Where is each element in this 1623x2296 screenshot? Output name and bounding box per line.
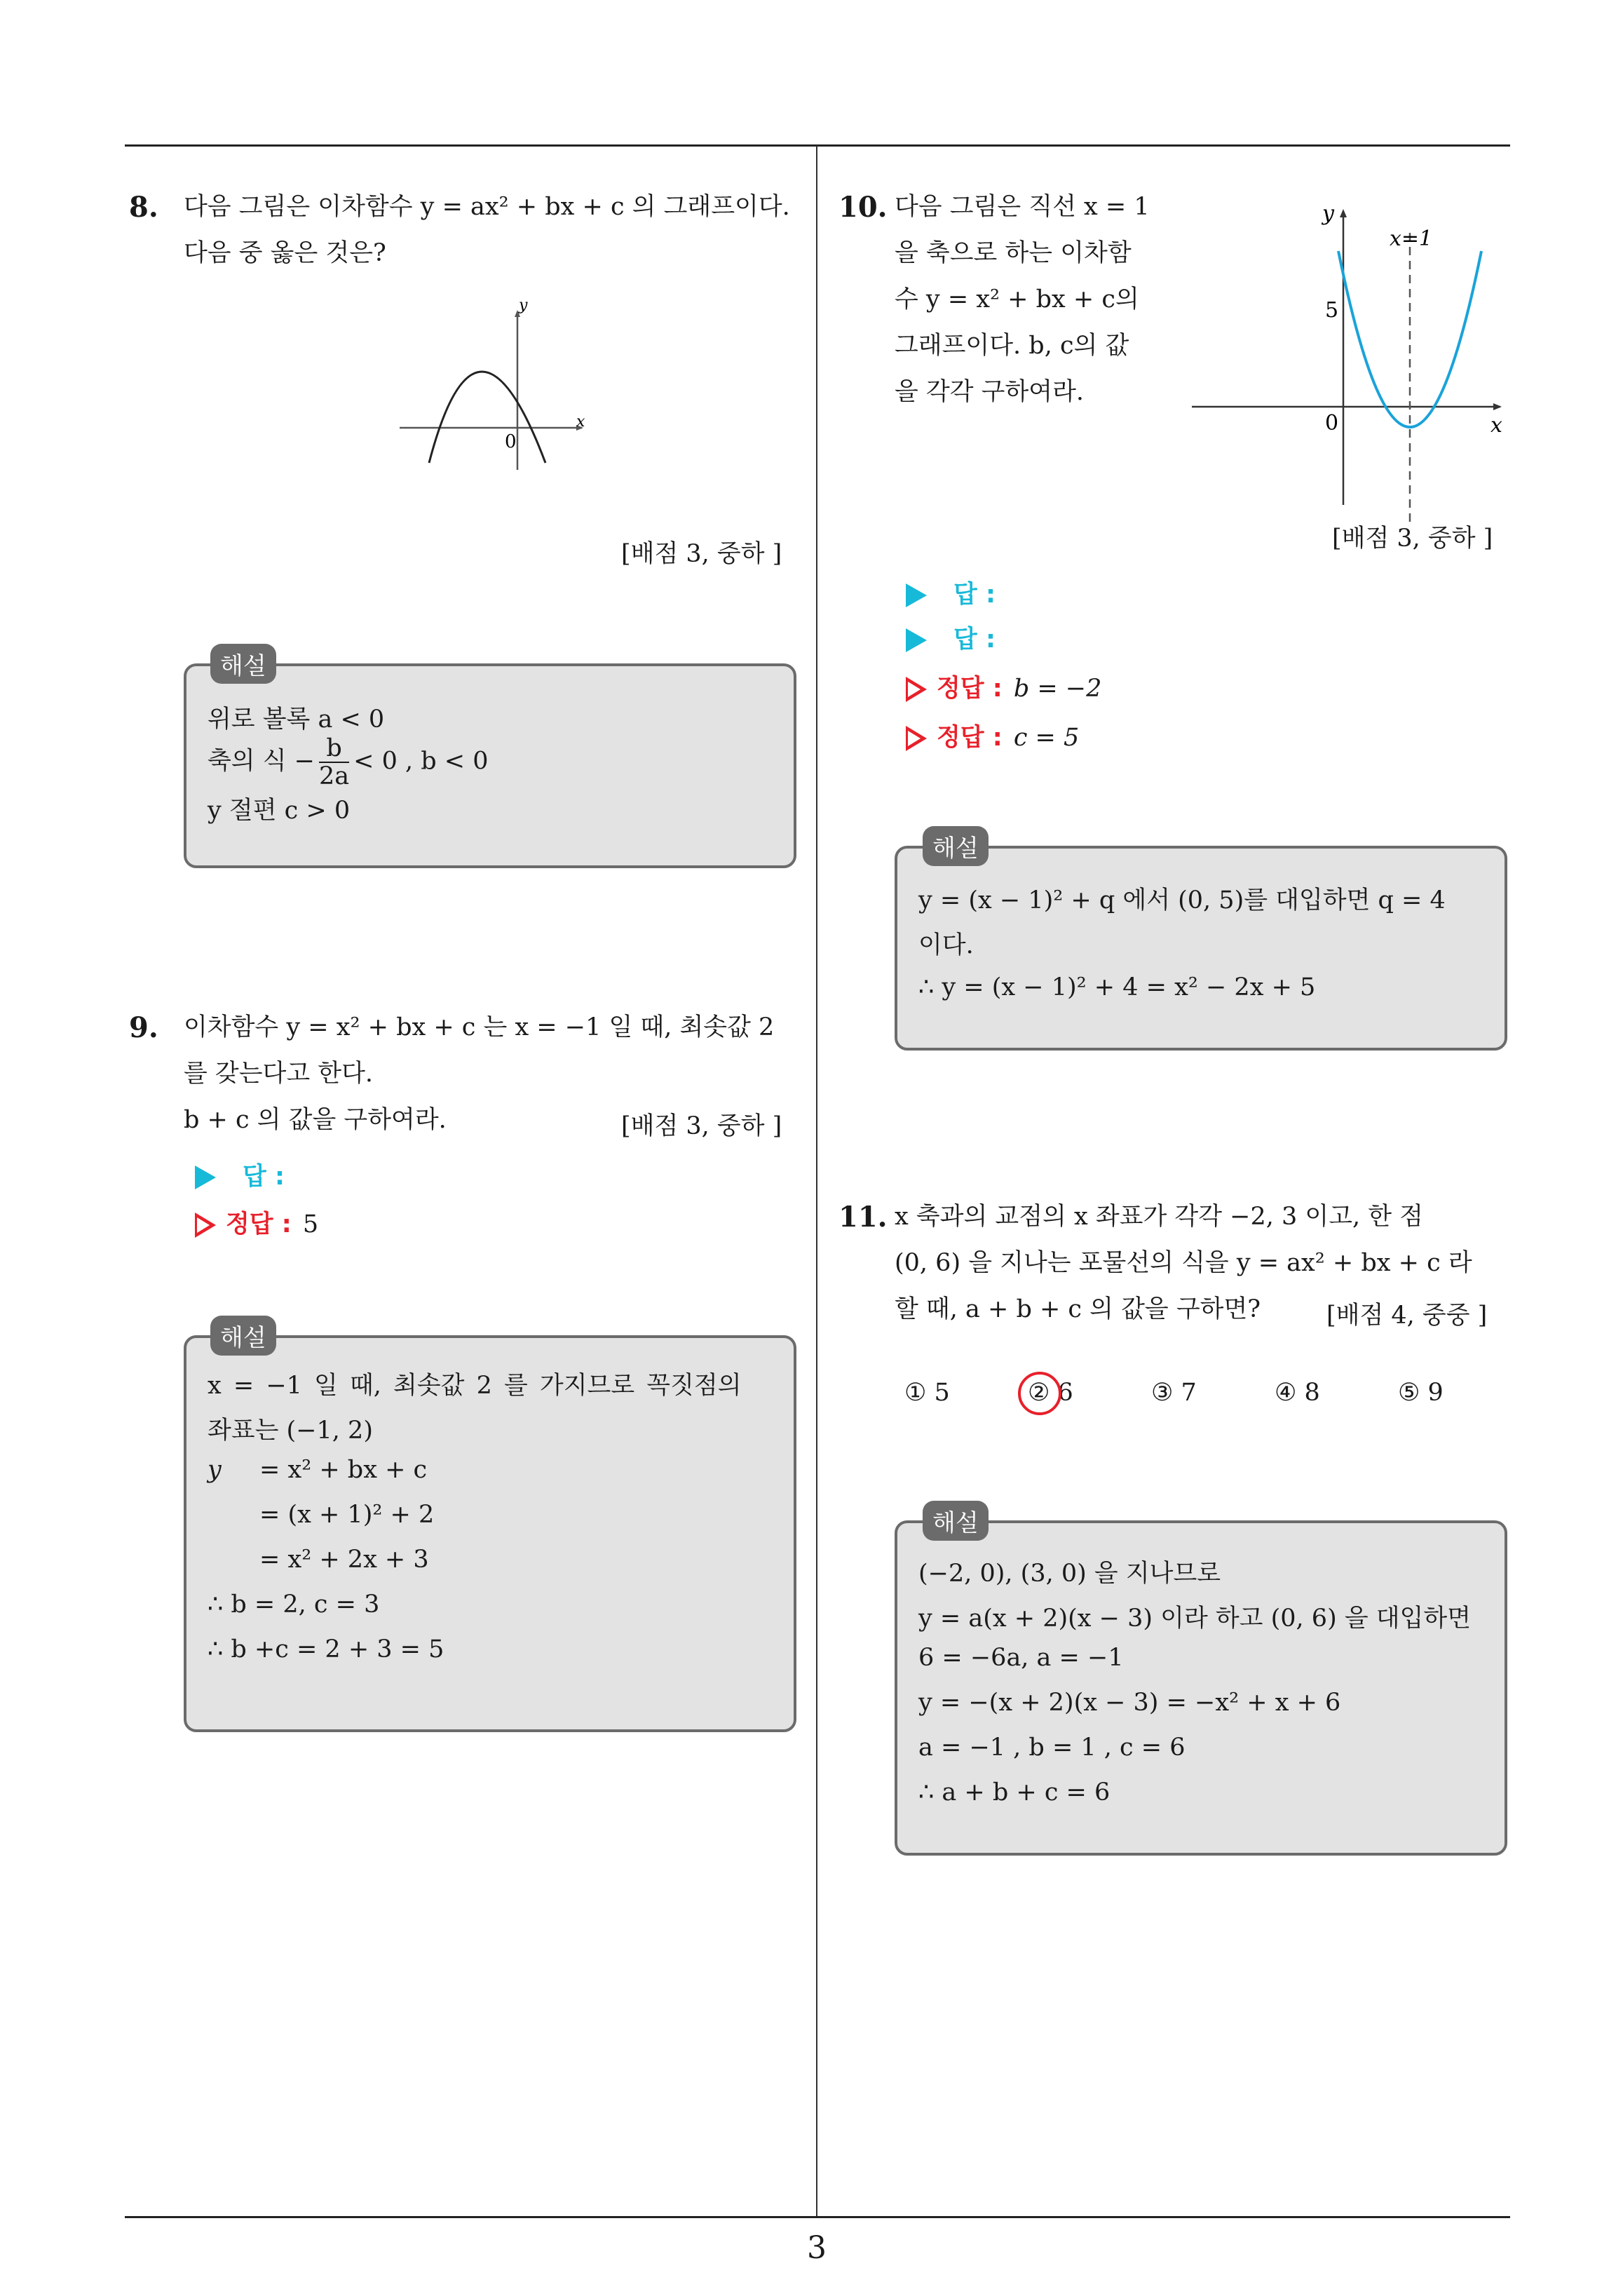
q10-correct-value-b: b = −2 bbox=[1013, 675, 1102, 703]
q9-explanation-box bbox=[184, 1335, 796, 1732]
q8-fraction bbox=[319, 735, 349, 790]
q11-explain-line5: a = −1 , b = 1 , c = 6 bbox=[918, 1734, 1186, 1762]
q8-question-line2: 다음 중 옳은 것은? bbox=[184, 239, 386, 267]
q10-origin-label: 0 bbox=[1325, 411, 1339, 435]
q10-score: [배점 3, 중하 ] bbox=[1332, 525, 1493, 553]
q11-explain-tab: 해설 bbox=[923, 1501, 989, 1541]
q11-question-line3: 할 때, a + b + c 의 값을 구하면? bbox=[895, 1295, 1261, 1323]
outline-triangle-icon bbox=[906, 726, 927, 751]
q8-frac-den: 2a bbox=[319, 762, 350, 790]
q10-y-label: y bbox=[1322, 201, 1334, 226]
q10-correct-value-c: c = 5 bbox=[1013, 724, 1080, 752]
q9-answer-row[interactable] bbox=[195, 1157, 285, 1192]
q9-answer-label: 답 : bbox=[243, 1163, 285, 1191]
q9-correct-row bbox=[195, 1205, 318, 1240]
q10-explain-line2: 이다. bbox=[918, 931, 974, 959]
q9-explain-tab: 해설 bbox=[210, 1316, 276, 1356]
q9-explain-line4: = (x + 1)² + 2 bbox=[259, 1501, 435, 1529]
q8-explanation-box bbox=[184, 663, 796, 868]
q11-question-line1: x 축과의 교점의 x 좌표가 각각 −2, 3 이고, 한 점 bbox=[895, 1203, 1423, 1231]
q10-axis-label: x=1 bbox=[1390, 227, 1433, 251]
bottom-rule bbox=[125, 2216, 1510, 2218]
q9-correct-label: 정답 : bbox=[226, 1210, 292, 1238]
q11-choice-1[interactable]: ① 5 bbox=[904, 1379, 950, 1407]
q8-explain-line1: 위로 볼록 a < 0 bbox=[208, 705, 385, 734]
q10-correct-label-2: 정답 : bbox=[937, 724, 1003, 752]
q8-explain-line2 bbox=[208, 735, 489, 790]
q10-correct-row-2 bbox=[906, 718, 1079, 753]
q10-x-label: x bbox=[1490, 413, 1502, 438]
q11-explain-line2: y = a(x + 2)(x − 3) 이라 하고 (0, 6) 을 대입하면 bbox=[918, 1605, 1472, 1633]
q10-explain-line3: ∴ y = (x − 1)² + 4 = x² − 2x + 5 bbox=[918, 973, 1316, 1001]
q10-correct-label-1: 정답 : bbox=[937, 675, 1003, 703]
q9-explain-line1: x = −1 일 때, 최솟값 2 를 가지므로 꼭짓점의 bbox=[208, 1372, 742, 1400]
q10-question-line4: 그래프이다. b, c의 값 bbox=[895, 332, 1129, 360]
q9-explain-line6: ∴ b = 2, c = 3 bbox=[208, 1591, 380, 1619]
outline-triangle-icon bbox=[906, 677, 927, 702]
q11-number: 11. bbox=[838, 1201, 888, 1234]
q9-correct-value: 5 bbox=[302, 1210, 319, 1238]
q8-x-label: x bbox=[576, 413, 585, 431]
q10-question-line3: 수 y = x² + bx + c의 bbox=[895, 285, 1139, 313]
q10-answer-label-2: 답 : bbox=[953, 626, 996, 654]
q8-explain-axis-prefix: 축의 식 − bbox=[208, 747, 315, 776]
q11-question-line2: (0, 6) 을 지나는 포물선의 식을 y = ax² + bx + c 라 bbox=[895, 1249, 1472, 1277]
q8-frac-num: b bbox=[319, 735, 349, 763]
q9-explain-y: y bbox=[208, 1456, 222, 1484]
q8-score: [배점 3, 중하 ] bbox=[621, 540, 782, 568]
q8-parabola-graph bbox=[393, 295, 596, 477]
play-icon bbox=[906, 583, 927, 607]
q8-parabola-curve bbox=[429, 372, 545, 463]
top-rule bbox=[125, 144, 1510, 147]
q8-explain-axis-suffix: < 0 , b < 0 bbox=[353, 747, 489, 776]
q9-explain-line3: = x² + bx + c bbox=[259, 1456, 428, 1484]
q8-explain-tab: 해설 bbox=[210, 644, 276, 684]
q9-explain-line5: = x² + 2x + 3 bbox=[259, 1546, 429, 1574]
q8-origin-label: 0 bbox=[505, 431, 517, 452]
q9-question-line1: 이차함수 y = x² + bx + c 는 x = −1 일 때, 최솟값 2 bbox=[184, 1013, 775, 1041]
q8-question-line1: 다음 그림은 이차함수 y = ax² + bx + c 의 그래프이다. bbox=[184, 193, 790, 221]
q10-y-tick-5: 5 bbox=[1325, 298, 1339, 323]
selected-choice-circle-icon bbox=[1018, 1372, 1061, 1415]
q11-explain-line1: (−2, 0), (3, 0) 을 지나므로 bbox=[918, 1560, 1221, 1588]
q11-choice-2[interactable]: ② 6 bbox=[1028, 1379, 1073, 1407]
q10-question-line5: 을 각각 구하여라. bbox=[895, 378, 1085, 406]
q9-number: 9. bbox=[129, 1011, 158, 1044]
column-divider bbox=[816, 146, 817, 2216]
q8-y-label: y bbox=[519, 297, 528, 314]
q10-y-arrow bbox=[1340, 209, 1347, 217]
page-number: 3 bbox=[807, 2230, 827, 2266]
play-icon bbox=[195, 1166, 216, 1189]
q10-x-arrow bbox=[1493, 403, 1502, 410]
q10-answer-label-1: 답 : bbox=[953, 581, 996, 609]
q9-explain-line2: 좌표는 (−1, 2) bbox=[208, 1417, 373, 1445]
q11-score: [배점 4, 중중 ] bbox=[1326, 1302, 1488, 1330]
q10-parabola-graph bbox=[1185, 196, 1507, 533]
q10-answer-row-1[interactable] bbox=[906, 575, 996, 610]
q10-question-line2: 을 축으로 하는 이차함 bbox=[895, 239, 1132, 267]
q9-explain-line7: ∴ b +c = 2 + 3 = 5 bbox=[208, 1635, 444, 1663]
q9-question-line3: b + c 의 값을 구하여라. bbox=[184, 1106, 447, 1134]
q8-explain-line3: y 절편 c > 0 bbox=[208, 797, 351, 825]
q11-explain-line3: 6 = −6a, a = −1 bbox=[918, 1644, 1124, 1672]
q11-explanation-box bbox=[895, 1520, 1507, 1856]
q10-explain-line1: y = (x − 1)² + q 에서 (0, 5)를 대입하면 q = 4 bbox=[918, 886, 1446, 914]
q11-choice-5[interactable]: ⑤ 9 bbox=[1398, 1379, 1444, 1407]
q11-choice-4[interactable]: ④ 8 bbox=[1275, 1379, 1320, 1407]
q9-question-line2: 를 갖는다고 한다. bbox=[184, 1060, 374, 1088]
q11-choice-3[interactable]: ③ 7 bbox=[1151, 1379, 1197, 1407]
q10-correct-row-1 bbox=[906, 669, 1101, 704]
q10-answer-row-2[interactable] bbox=[906, 620, 996, 655]
q10-number: 10. bbox=[838, 191, 888, 224]
q8-number: 8. bbox=[129, 191, 158, 224]
play-icon bbox=[906, 628, 927, 652]
q10-question-line1: 다음 그림은 직선 x = 1 bbox=[895, 193, 1150, 221]
q11-explain-line4: y = −(x + 2)(x − 3) = −x² + x + 6 bbox=[918, 1689, 1341, 1717]
q10-explanation-box bbox=[895, 846, 1507, 1051]
q9-score: [배점 3, 중하 ] bbox=[621, 1112, 782, 1140]
q10-explain-tab: 해설 bbox=[923, 826, 989, 866]
outline-triangle-icon bbox=[195, 1213, 216, 1238]
q11-explain-line6: ∴ a + b + c = 6 bbox=[918, 1778, 1111, 1807]
